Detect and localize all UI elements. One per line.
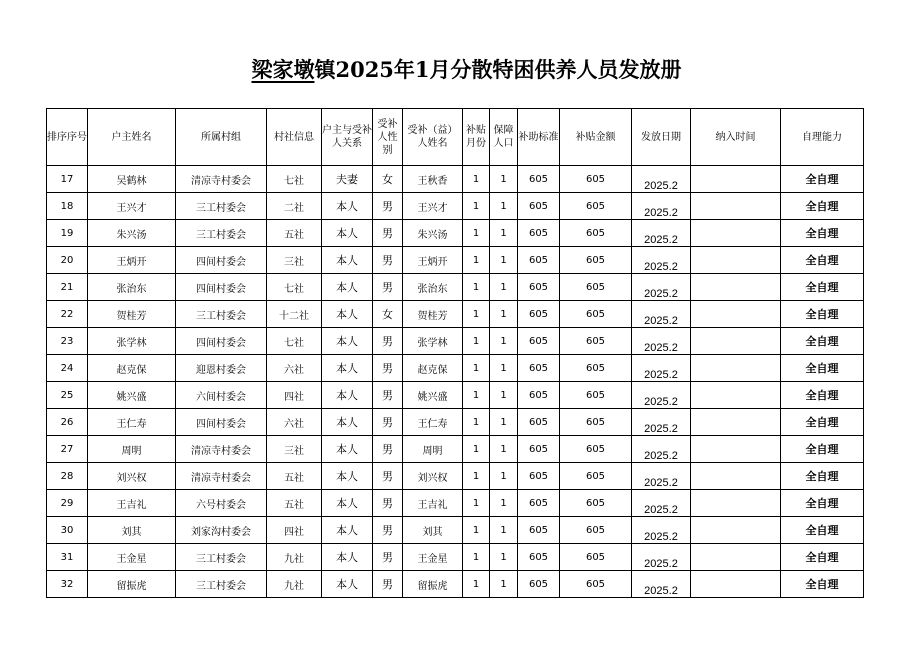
cell-seq: 20 bbox=[47, 247, 88, 274]
cell-people: 1 bbox=[490, 274, 518, 301]
cell-date: 2025.2 bbox=[632, 544, 691, 571]
cell-recipient: 刘兴权 bbox=[403, 463, 463, 490]
cell-gender: 男 bbox=[373, 436, 403, 463]
cell-village: 六间村委会 bbox=[176, 382, 267, 409]
cell-months: 1 bbox=[463, 490, 490, 517]
cell-date: 2025.2 bbox=[632, 247, 691, 274]
cell-join bbox=[691, 301, 781, 328]
cell-seq: 17 bbox=[47, 166, 88, 193]
cell-date: 2025.2 bbox=[632, 301, 691, 328]
cell-amount: 605 bbox=[560, 436, 632, 463]
cell-village: 刘家沟村委会 bbox=[176, 517, 267, 544]
cell-she: 五社 bbox=[267, 220, 322, 247]
cell-join bbox=[691, 517, 781, 544]
table-row bbox=[47, 382, 864, 409]
cell-seq: 32 bbox=[47, 571, 88, 598]
table-row bbox=[47, 355, 864, 382]
cell-she: 七社 bbox=[267, 166, 322, 193]
cell-standard: 605 bbox=[518, 274, 560, 301]
cell-relation: 本人 bbox=[322, 328, 373, 355]
cell-gender: 男 bbox=[373, 274, 403, 301]
cell-relation: 本人 bbox=[322, 301, 373, 328]
cell-people: 1 bbox=[490, 220, 518, 247]
table-row bbox=[47, 274, 864, 301]
cell-amount: 605 bbox=[560, 409, 632, 436]
cell-ability: 全自理 bbox=[781, 166, 864, 193]
cell-seq: 22 bbox=[47, 301, 88, 328]
cell-ability: 全自理 bbox=[781, 436, 864, 463]
payment-table bbox=[46, 108, 864, 598]
cell-village: 三工村委会 bbox=[176, 193, 267, 220]
cell-months: 1 bbox=[463, 517, 490, 544]
cell-date: 2025.2 bbox=[632, 220, 691, 247]
table-row bbox=[47, 301, 864, 328]
cell-gender: 男 bbox=[373, 409, 403, 436]
cell-gender: 男 bbox=[373, 490, 403, 517]
cell-months: 1 bbox=[463, 544, 490, 571]
cell-standard: 605 bbox=[518, 382, 560, 409]
cell-she: 七社 bbox=[267, 328, 322, 355]
cell-standard: 605 bbox=[518, 193, 560, 220]
cell-standard: 605 bbox=[518, 571, 560, 598]
cell-she: 十二社 bbox=[267, 301, 322, 328]
cell-join bbox=[691, 328, 781, 355]
cell-months: 1 bbox=[463, 571, 490, 598]
cell-amount: 605 bbox=[560, 571, 632, 598]
cell-months: 1 bbox=[463, 355, 490, 382]
cell-people: 1 bbox=[490, 193, 518, 220]
cell-date: 2025.2 bbox=[632, 193, 691, 220]
cell-gender: 女 bbox=[373, 166, 403, 193]
cell-standard: 605 bbox=[518, 436, 560, 463]
header-date: 发放日期 bbox=[632, 109, 691, 166]
cell-she: 四社 bbox=[267, 382, 322, 409]
cell-amount: 605 bbox=[560, 193, 632, 220]
cell-ability: 全自理 bbox=[781, 544, 864, 571]
cell-gender: 男 bbox=[373, 544, 403, 571]
cell-standard: 605 bbox=[518, 247, 560, 274]
cell-people: 1 bbox=[490, 247, 518, 274]
header-relation: 户主与受补人关系 bbox=[322, 109, 373, 166]
cell-months: 1 bbox=[463, 436, 490, 463]
cell-relation: 本人 bbox=[322, 463, 373, 490]
header-standard: 补助标准 bbox=[518, 109, 560, 166]
cell-seq: 24 bbox=[47, 355, 88, 382]
cell-village: 清凉寺村委会 bbox=[176, 166, 267, 193]
header-ability: 自理能力 bbox=[781, 109, 864, 166]
cell-ability: 全自理 bbox=[781, 490, 864, 517]
cell-village: 迎恩村委会 bbox=[176, 355, 267, 382]
cell-months: 1 bbox=[463, 274, 490, 301]
cell-people: 1 bbox=[490, 409, 518, 436]
cell-date: 2025.2 bbox=[632, 571, 691, 598]
cell-she: 三社 bbox=[267, 436, 322, 463]
table-row bbox=[47, 544, 864, 571]
cell-amount: 605 bbox=[560, 490, 632, 517]
cell-amount: 605 bbox=[560, 382, 632, 409]
cell-join bbox=[691, 193, 781, 220]
cell-gender: 男 bbox=[373, 328, 403, 355]
cell-relation: 本人 bbox=[322, 571, 373, 598]
cell-date: 2025.2 bbox=[632, 274, 691, 301]
header-householder: 户主姓名 bbox=[88, 109, 176, 166]
cell-householder: 赵克保 bbox=[88, 355, 176, 382]
cell-join bbox=[691, 166, 781, 193]
cell-relation: 本人 bbox=[322, 193, 373, 220]
table-row bbox=[47, 220, 864, 247]
cell-recipient: 留振虎 bbox=[403, 571, 463, 598]
cell-amount: 605 bbox=[560, 166, 632, 193]
cell-standard: 605 bbox=[518, 517, 560, 544]
cell-standard: 605 bbox=[518, 409, 560, 436]
cell-she: 三社 bbox=[267, 247, 322, 274]
cell-she: 六社 bbox=[267, 409, 322, 436]
cell-ability: 全自理 bbox=[781, 409, 864, 436]
cell-join bbox=[691, 571, 781, 598]
cell-she: 七社 bbox=[267, 274, 322, 301]
cell-householder: 刘其 bbox=[88, 517, 176, 544]
cell-relation: 本人 bbox=[322, 436, 373, 463]
cell-she: 五社 bbox=[267, 490, 322, 517]
cell-recipient: 王金星 bbox=[403, 544, 463, 571]
cell-relation: 夫妻 bbox=[322, 166, 373, 193]
cell-seq: 29 bbox=[47, 490, 88, 517]
cell-standard: 605 bbox=[518, 166, 560, 193]
cell-seq: 28 bbox=[47, 463, 88, 490]
cell-recipient: 周明 bbox=[403, 436, 463, 463]
cell-gender: 男 bbox=[373, 571, 403, 598]
table-row bbox=[47, 247, 864, 274]
cell-village: 三工村委会 bbox=[176, 571, 267, 598]
cell-people: 1 bbox=[490, 355, 518, 382]
header-she: 村社信息 bbox=[267, 109, 322, 166]
cell-she: 五社 bbox=[267, 463, 322, 490]
cell-village: 三工村委会 bbox=[176, 301, 267, 328]
cell-householder: 张学林 bbox=[88, 328, 176, 355]
cell-recipient: 张治东 bbox=[403, 274, 463, 301]
cell-relation: 本人 bbox=[322, 490, 373, 517]
cell-householder: 王仁寿 bbox=[88, 409, 176, 436]
cell-recipient: 王秋香 bbox=[403, 166, 463, 193]
cell-gender: 男 bbox=[373, 517, 403, 544]
cell-recipient: 王吉礼 bbox=[403, 490, 463, 517]
cell-she: 二社 bbox=[267, 193, 322, 220]
cell-householder: 刘兴权 bbox=[88, 463, 176, 490]
cell-date: 2025.2 bbox=[632, 490, 691, 517]
cell-relation: 本人 bbox=[322, 517, 373, 544]
cell-join bbox=[691, 490, 781, 517]
table-row bbox=[47, 517, 864, 544]
cell-months: 1 bbox=[463, 193, 490, 220]
cell-people: 1 bbox=[490, 328, 518, 355]
table-row bbox=[47, 166, 864, 193]
cell-join bbox=[691, 274, 781, 301]
cell-recipient: 王炳开 bbox=[403, 247, 463, 274]
header-people: 保障人口 bbox=[490, 109, 518, 166]
cell-relation: 本人 bbox=[322, 274, 373, 301]
cell-seq: 30 bbox=[47, 517, 88, 544]
cell-gender: 男 bbox=[373, 247, 403, 274]
cell-months: 1 bbox=[463, 301, 490, 328]
table-row bbox=[47, 409, 864, 436]
cell-ability: 全自理 bbox=[781, 328, 864, 355]
cell-ability: 全自理 bbox=[781, 274, 864, 301]
cell-seq: 31 bbox=[47, 544, 88, 571]
cell-seq: 25 bbox=[47, 382, 88, 409]
header-village: 所属村组 bbox=[176, 109, 267, 166]
cell-join bbox=[691, 463, 781, 490]
cell-recipient: 刘其 bbox=[403, 517, 463, 544]
cell-village: 三工村委会 bbox=[176, 220, 267, 247]
cell-village: 四间村委会 bbox=[176, 274, 267, 301]
header-months: 补贴月份 bbox=[463, 109, 490, 166]
cell-ability: 全自理 bbox=[781, 517, 864, 544]
cell-join bbox=[691, 247, 781, 274]
cell-recipient: 张学林 bbox=[403, 328, 463, 355]
cell-amount: 605 bbox=[560, 355, 632, 382]
cell-standard: 605 bbox=[518, 301, 560, 328]
cell-months: 1 bbox=[463, 463, 490, 490]
cell-householder: 王兴才 bbox=[88, 193, 176, 220]
cell-gender: 男 bbox=[373, 463, 403, 490]
cell-people: 1 bbox=[490, 463, 518, 490]
cell-village: 清凉寺村委会 bbox=[176, 463, 267, 490]
cell-amount: 605 bbox=[560, 544, 632, 571]
title-text: 镇2025年1月分散特困供养人员发放册 bbox=[314, 57, 682, 82]
cell-she: 四社 bbox=[267, 517, 322, 544]
cell-householder: 姚兴盛 bbox=[88, 382, 176, 409]
cell-date: 2025.2 bbox=[632, 355, 691, 382]
cell-ability: 全自理 bbox=[781, 571, 864, 598]
cell-ability: 全自理 bbox=[781, 193, 864, 220]
cell-she: 九社 bbox=[267, 544, 322, 571]
cell-amount: 605 bbox=[560, 220, 632, 247]
cell-ability: 全自理 bbox=[781, 355, 864, 382]
cell-join bbox=[691, 544, 781, 571]
cell-amount: 605 bbox=[560, 247, 632, 274]
cell-date: 2025.2 bbox=[632, 382, 691, 409]
cell-amount: 605 bbox=[560, 301, 632, 328]
cell-ability: 全自理 bbox=[781, 463, 864, 490]
cell-village: 清凉寺村委会 bbox=[176, 436, 267, 463]
cell-village: 三工村委会 bbox=[176, 544, 267, 571]
cell-seq: 19 bbox=[47, 220, 88, 247]
cell-village: 四间村委会 bbox=[176, 247, 267, 274]
cell-gender: 男 bbox=[373, 382, 403, 409]
cell-village: 六号村委会 bbox=[176, 490, 267, 517]
cell-recipient: 王兴才 bbox=[403, 193, 463, 220]
cell-people: 1 bbox=[490, 517, 518, 544]
cell-householder: 王炳开 bbox=[88, 247, 176, 274]
cell-date: 2025.2 bbox=[632, 517, 691, 544]
cell-date: 2025.2 bbox=[632, 409, 691, 436]
cell-ability: 全自理 bbox=[781, 382, 864, 409]
cell-standard: 605 bbox=[518, 463, 560, 490]
cell-ability: 全自理 bbox=[781, 247, 864, 274]
cell-seq: 26 bbox=[47, 409, 88, 436]
cell-recipient: 姚兴盛 bbox=[403, 382, 463, 409]
cell-seq: 18 bbox=[47, 193, 88, 220]
cell-relation: 本人 bbox=[322, 247, 373, 274]
cell-people: 1 bbox=[490, 301, 518, 328]
table-row bbox=[47, 463, 864, 490]
cell-relation: 本人 bbox=[322, 220, 373, 247]
cell-householder: 周明 bbox=[88, 436, 176, 463]
cell-householder: 吴鹤林 bbox=[88, 166, 176, 193]
cell-householder: 朱兴汤 bbox=[88, 220, 176, 247]
cell-months: 1 bbox=[463, 328, 490, 355]
cell-village: 四间村委会 bbox=[176, 409, 267, 436]
cell-gender: 男 bbox=[373, 355, 403, 382]
cell-householder: 王吉礼 bbox=[88, 490, 176, 517]
cell-join bbox=[691, 355, 781, 382]
cell-date: 2025.2 bbox=[632, 463, 691, 490]
cell-relation: 本人 bbox=[322, 409, 373, 436]
cell-relation: 本人 bbox=[322, 355, 373, 382]
table-row bbox=[47, 571, 864, 598]
cell-householder: 王金星 bbox=[88, 544, 176, 571]
cell-date: 2025.2 bbox=[632, 166, 691, 193]
table-row bbox=[47, 328, 864, 355]
cell-she: 九社 bbox=[267, 571, 322, 598]
cell-amount: 605 bbox=[560, 517, 632, 544]
table-row bbox=[47, 436, 864, 463]
cell-relation: 本人 bbox=[322, 544, 373, 571]
header-row bbox=[47, 109, 864, 166]
table-row bbox=[47, 490, 864, 517]
cell-standard: 605 bbox=[518, 544, 560, 571]
cell-months: 1 bbox=[463, 247, 490, 274]
cell-recipient: 朱兴汤 bbox=[403, 220, 463, 247]
cell-months: 1 bbox=[463, 409, 490, 436]
cell-seq: 27 bbox=[47, 436, 88, 463]
cell-join bbox=[691, 220, 781, 247]
town-name: 梁家墩 bbox=[251, 57, 315, 82]
cell-recipient: 贺桂芳 bbox=[403, 301, 463, 328]
header-recipient: 受补（益）人姓名 bbox=[403, 109, 463, 166]
table-row bbox=[47, 193, 864, 220]
cell-ability: 全自理 bbox=[781, 301, 864, 328]
cell-seq: 23 bbox=[47, 328, 88, 355]
cell-householder: 贺桂芳 bbox=[88, 301, 176, 328]
cell-amount: 605 bbox=[560, 328, 632, 355]
cell-months: 1 bbox=[463, 166, 490, 193]
cell-gender: 女 bbox=[373, 301, 403, 328]
cell-householder: 张治东 bbox=[88, 274, 176, 301]
cell-standard: 605 bbox=[518, 220, 560, 247]
cell-date: 2025.2 bbox=[632, 328, 691, 355]
header-amount: 补贴金额 bbox=[560, 109, 632, 166]
cell-amount: 605 bbox=[560, 463, 632, 490]
cell-she: 六社 bbox=[267, 355, 322, 382]
cell-ability: 全自理 bbox=[781, 220, 864, 247]
cell-people: 1 bbox=[490, 544, 518, 571]
cell-standard: 605 bbox=[518, 490, 560, 517]
cell-gender: 男 bbox=[373, 220, 403, 247]
cell-standard: 605 bbox=[518, 355, 560, 382]
cell-date: 2025.2 bbox=[632, 436, 691, 463]
cell-people: 1 bbox=[490, 571, 518, 598]
cell-village: 四间村委会 bbox=[176, 328, 267, 355]
cell-join bbox=[691, 436, 781, 463]
cell-people: 1 bbox=[490, 166, 518, 193]
cell-months: 1 bbox=[463, 220, 490, 247]
cell-amount: 605 bbox=[560, 274, 632, 301]
cell-standard: 605 bbox=[518, 328, 560, 355]
cell-householder: 留振虎 bbox=[88, 571, 176, 598]
header-join: 纳入时间 bbox=[691, 109, 781, 166]
cell-people: 1 bbox=[490, 490, 518, 517]
cell-relation: 本人 bbox=[322, 382, 373, 409]
cell-recipient: 王仁寿 bbox=[403, 409, 463, 436]
header-gender: 受补人性别 bbox=[373, 109, 403, 166]
page-title bbox=[0, 54, 915, 84]
cell-people: 1 bbox=[490, 436, 518, 463]
cell-seq: 21 bbox=[47, 274, 88, 301]
cell-join bbox=[691, 409, 781, 436]
cell-recipient: 赵克保 bbox=[403, 355, 463, 382]
cell-join bbox=[691, 382, 781, 409]
cell-gender: 男 bbox=[373, 193, 403, 220]
header-seq: 排序序号 bbox=[47, 109, 88, 166]
cell-people: 1 bbox=[490, 382, 518, 409]
cell-months: 1 bbox=[463, 382, 490, 409]
